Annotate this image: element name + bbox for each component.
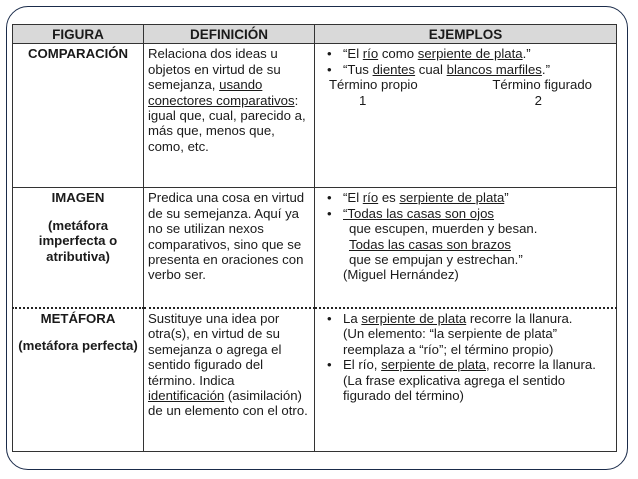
- figura-subtitle: (metáfora imperfecta o atributiva): [38, 217, 118, 264]
- definition-text: Relaciona dos ideas u objetos en virtud de su semejanza,: [148, 46, 281, 93]
- definition-cell: [144, 44, 315, 188]
- figura-cell: [13, 188, 144, 308]
- figura-name: COMPARACIÓN: [27, 46, 129, 62]
- figures-table: [12, 24, 617, 452]
- figura-name: METÁFORA: [40, 310, 116, 326]
- header-definicion: DEFINICIÓN: [144, 25, 315, 44]
- term-propio-label: Término propio: [329, 77, 418, 93]
- header-ejemplos: EJEMPLOS: [315, 25, 617, 44]
- definition-text-end: : igual que, cual, parecido a, más que, menos que, como, etc.: [148, 92, 306, 154]
- header-figura: FIGURA: [13, 25, 144, 44]
- example-item: • “Todas las casas son ojos que escupen, muerden y besan. Todas las casas son brazos que se empujan y estrechan.” (Miguel Hernández): [343, 206, 612, 283]
- definition-underlined: identificación: [148, 387, 225, 403]
- examples-cell: [315, 308, 617, 452]
- definition-cell: [144, 308, 315, 452]
- example-item: • “Tus dientes cual blancos marfiles.”: [343, 62, 612, 77]
- term-number-2: 2: [534, 92, 542, 108]
- example-item: • “El río como serpiente de plata.”: [343, 46, 612, 61]
- definition-cell: Predica una cosa en virtud de su semejanza. Aquí ya no se utilizan nexos comparativos, sino que se presenta en oraciones con verbo ser.: [144, 188, 315, 308]
- examples-cell: [315, 44, 617, 188]
- term-numbers: [319, 93, 612, 108]
- example-item: • El río, serpiente de plata, recorre la llanura. (La frase explicativa agrega el sentido figurado del término): [343, 357, 612, 403]
- term-figurado-label: Término figurado: [492, 77, 592, 93]
- table-row-imagen: [13, 188, 617, 308]
- definition-text-end: (asimilación) de un elemento con el otro.: [148, 387, 308, 419]
- table-row-comparacion: [13, 44, 617, 188]
- example-item: • La serpiente de plata recorre la llanura. (Un elemento: “la serpiente de plata” reemplaza a “río”; el término propio): [343, 311, 612, 357]
- figura-name: IMAGEN: [51, 190, 105, 206]
- examples-cell: [315, 188, 617, 308]
- figura-subtitle: (metáfora perfecta): [18, 338, 138, 354]
- table-header-row: [13, 25, 617, 44]
- figura-cell: [13, 44, 144, 188]
- table-row-metafora: [13, 308, 617, 452]
- figura-cell: [13, 308, 144, 452]
- definition-underlined: usando conectores comparativos: [148, 77, 295, 108]
- term-number-1: 1: [359, 92, 367, 108]
- definition-text: Sustituye una idea por otra(s), en virtud de su semejanza o agrega el sentido figurado del término. Indica: [148, 310, 282, 388]
- term-labels: [319, 77, 612, 92]
- example-item: • “El río es serpiente de plata”: [343, 190, 612, 205]
